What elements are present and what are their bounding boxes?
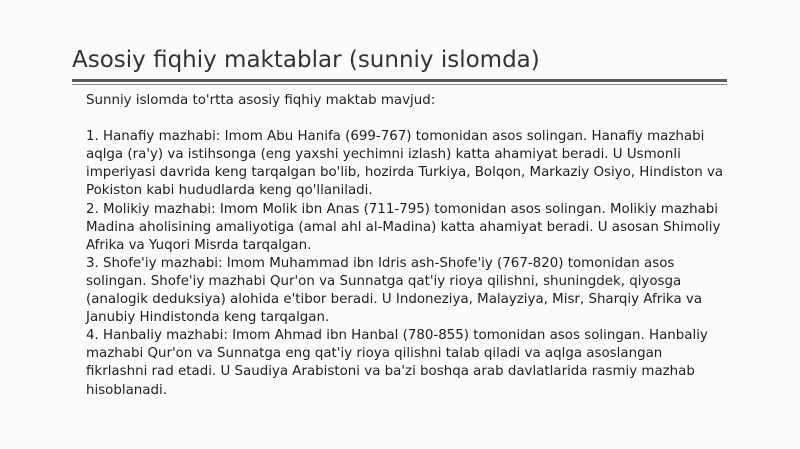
title-divider-thick xyxy=(72,79,727,82)
title-divider-thin xyxy=(72,84,727,85)
paragraph-spacer xyxy=(86,110,726,128)
slide-title: Asosiy fiqhiy maktablar (sunniy islomda) xyxy=(72,47,540,73)
intro-text: Sunniy islomda to'rtta asosiy fiqhiy maktab mavjud: xyxy=(86,93,436,108)
slide-body xyxy=(86,92,726,400)
list-item-hanafiy: 1. Hanafiy mazhabi: Imom Abu Hanifa (699-767) tomonidan asos solingan. Hanafiy mazhabi aqlga (ra'y) va istihsonga (eng yaxshi yechimni izlash) katta ahamiyat beradi. U Usmonli imperiyasi davrida keng tarqalgan bo'lib, hozirda Turkiya, Bolqon, Markaziy Osiyo, Hindiston va Pokiston kabi hududlarda keng qo'llaniladi. xyxy=(86,129,724,199)
list-item-hanbaliy: 4. Hanbaliy mazhabi: Imom Ahmad ibn Hanbal (780-855) tomonidan asos solingan. Hanbaliy mazhabi Qur'on va Sunnatga eng qat'iy rioya qilishni talab qiladi va aqlga asoslangan fikrlashni rad etadi. U Saudiya Arabistoni va ba'zi boshqa arab davlatlarida rasmiy mazhab hisoblanadi. xyxy=(86,328,708,398)
list-item-molikiy: 2. Molikiy mazhabi: Imom Molik ibn Anas (711-795) tomonidan asos solingan. Molikiy mazhabi Madina aholisining amaliyotiga (amal ahl al-Madina) katta ahamiyat beradi. U asosan Shimoliy Afrika va Yuqori Misrda tarqalgan. xyxy=(86,201,721,253)
list-item-shofeiy: 3. Shofe'iy mazhabi: Imom Muhammad ibn Idris ash-Shofe'iy (767-820) tomonidan asos solingan. Shofe'iy mazhabi Qur'on va Sunnatga qat'iy rioya qilishni, shuningdek, qiyosga (analogik deduksiya) alohida e'tibor beradi. U Indoneziya, Malayziya, Misr, Sharqiy Afrika va Janubiy Hindistonda keng tarqalgan. xyxy=(86,255,703,326)
